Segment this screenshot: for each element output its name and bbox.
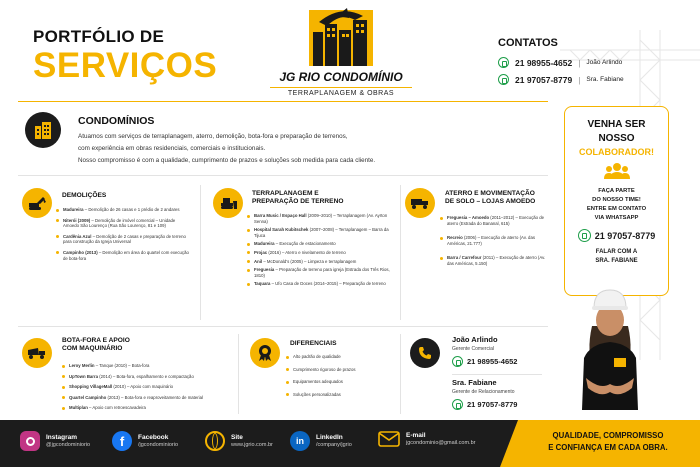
person-name: Sra. Fabiane xyxy=(452,378,497,387)
bullet-dot xyxy=(247,251,250,254)
section-diferenciais-title: DIFERENCIAIS xyxy=(290,340,337,347)
contact-separator: | xyxy=(578,57,581,68)
list-item xyxy=(247,267,392,278)
list-item xyxy=(440,215,552,226)
column-divider xyxy=(400,185,401,320)
list-item xyxy=(286,392,396,398)
column-divider xyxy=(200,185,201,320)
list-item xyxy=(56,234,191,245)
item-place: Quartel Campinho xyxy=(69,394,107,400)
list-item xyxy=(56,207,191,213)
item-text: Cumprimento rigoroso de prazos xyxy=(293,366,356,372)
title-line: BOTA-FORA E APOIO xyxy=(62,337,130,344)
section-demolicoes-title: DEMOLIÇÕES xyxy=(62,192,107,199)
contact-phone: 21 98955-4652 xyxy=(515,57,573,68)
list-item xyxy=(247,241,392,247)
item-desc: – Demolição de 26 casas e 1 prédio de 2 andares xyxy=(83,207,180,212)
item-place: Campinho (2013) xyxy=(63,249,98,255)
list-item xyxy=(286,379,396,385)
list-item xyxy=(56,218,191,229)
footer-label: Instagram xyxy=(46,434,78,441)
item-desc: (2011) – Execução de aterro (Av. das Américas, 5.150) xyxy=(447,255,546,266)
column-divider xyxy=(400,334,401,414)
condominios-line: Atuamos com serviços de terraplanagem, aterro, demolição, bota-fora e preparação de terrenos, xyxy=(78,133,348,140)
footer-label: E-mail xyxy=(406,432,426,439)
recruit-call: SRA. FABIANE xyxy=(595,258,638,264)
recruit-text: ENTRE EM CONTATO xyxy=(586,206,647,212)
footer-slogan xyxy=(522,431,694,452)
title-line: ATERRO E MOVIMENTAÇÃO xyxy=(445,190,535,197)
recruit-heading-line2: NOSSO xyxy=(598,133,635,144)
contact-name: João Arlindo xyxy=(586,59,623,66)
list-item xyxy=(62,374,237,380)
list-item xyxy=(247,213,392,224)
item-place: Shopping VillageMall xyxy=(69,384,113,390)
item-place: Niterói (2009) xyxy=(63,217,91,223)
whatsapp-icon xyxy=(498,57,509,68)
globe-icon xyxy=(205,431,225,451)
footer-value: www.jgrio.com.br xyxy=(231,442,273,448)
page-title xyxy=(33,27,217,85)
bullet-dot xyxy=(56,219,59,222)
item-desc: – Tanque (2010) – Bota-fora xyxy=(94,363,150,368)
item-desc: (2006) – Execução de aterro (Av. das Américas, 21.777) xyxy=(447,235,535,246)
item-place: Madureira xyxy=(254,241,275,247)
bullet-dot xyxy=(62,396,65,399)
list-item xyxy=(247,250,392,256)
item-desc: – Demolição de imóvel comercial – Unidade Amoedo São Lourenço (Rua São Lourenço, 81 e 109) xyxy=(63,217,176,229)
person-role: Gerente de Relacionamento xyxy=(452,389,515,395)
section-condominios-text xyxy=(78,131,375,167)
item-desc: – Demolição de 2 casas e preparação de terreno para construção da Igreja Universal xyxy=(63,233,186,245)
person-phone: 21 98955-4652 xyxy=(467,357,518,366)
contact-row[interactable] xyxy=(498,57,622,68)
item-text: Equipamentos adequados xyxy=(293,379,343,385)
column-divider xyxy=(238,334,239,414)
footer-item-instagram[interactable] xyxy=(20,431,90,451)
whatsapp-icon xyxy=(578,229,591,242)
recruit-text: DO NOSSO TIME! xyxy=(592,197,641,203)
botafora-list xyxy=(62,363,237,411)
item-place: UpTown Barra xyxy=(69,373,99,379)
item-desc: (2010) – Apoio com maquinário xyxy=(112,384,174,390)
section-aterro-title xyxy=(445,190,535,206)
list-item xyxy=(62,405,237,411)
footer-label: Facebook xyxy=(138,434,169,441)
mail-icon xyxy=(378,431,400,447)
item-desc: (2007–2008) – Terraplanagem – Barra da Tijuca xyxy=(254,227,389,238)
whatsapp-icon xyxy=(452,399,463,410)
item-desc: – McDonald's (2005) – Limpeza e terraplanagem xyxy=(262,258,357,264)
footer-label: Site xyxy=(231,434,243,441)
item-place: Taquara xyxy=(254,281,271,287)
list-item xyxy=(247,281,392,287)
section-divider xyxy=(18,326,548,327)
recruit-text: FAÇA PARTE xyxy=(598,188,635,194)
bullet-dot xyxy=(440,257,443,260)
list-item xyxy=(440,235,552,246)
person-phone: 21 97057-8779 xyxy=(467,400,518,409)
brand-tagline: TERRAPLANAGEM & OBRAS xyxy=(270,87,412,97)
item-desc: – Demolição em área do quartel com execução de bota-fora xyxy=(63,249,189,261)
recruit-card xyxy=(564,106,669,296)
item-text: Soluções personalizadas xyxy=(293,391,341,397)
item-place: Freguesia – Amoedo xyxy=(447,215,490,220)
condominios-line: com experiência em obras residenciais, comerciais e institucionais. xyxy=(78,145,266,152)
person-divider xyxy=(452,374,542,375)
bullet-dot xyxy=(62,386,65,389)
item-place: Recreio xyxy=(447,235,463,241)
brand-logo-building-eagle xyxy=(303,6,379,70)
list-item xyxy=(62,363,237,369)
item-place: Barra Music / Espaço Hall xyxy=(254,213,307,218)
footer-item-facebook[interactable] xyxy=(112,431,178,451)
bullet-dot xyxy=(247,243,250,246)
contact-name: Sra. Fabiane xyxy=(586,76,624,83)
bullet-dot xyxy=(247,260,250,263)
bullet-dot xyxy=(286,356,289,359)
brand-name: JG RIO CONDOMÍNIO xyxy=(279,70,403,84)
item-desc: – Execução de estacionamento xyxy=(274,241,336,247)
page-title-line2: SERVIÇOS xyxy=(33,46,218,85)
item-desc: (2011–2012) – Execução de aterro (Estrada do Bananal, 615) xyxy=(447,215,544,226)
item-desc: – Apoio com retroescavadeira xyxy=(87,405,146,411)
truck-icon xyxy=(22,338,52,368)
bullet-dot xyxy=(286,381,289,384)
linkedin-icon: in xyxy=(290,431,310,451)
item-place: Anil xyxy=(254,258,263,264)
bulldozer-icon xyxy=(213,188,243,218)
bullet-dot xyxy=(286,368,289,371)
list-item xyxy=(286,367,396,373)
recruit-text: VIA WHATSAPP xyxy=(594,215,639,221)
person-card xyxy=(452,335,517,367)
section-divider xyxy=(18,175,548,176)
contact-phone: 21 97057-8779 xyxy=(515,74,573,85)
recruit-call: FALAR COM A xyxy=(595,249,638,255)
bullet-dot xyxy=(440,217,443,220)
aterro-list xyxy=(440,215,552,267)
item-place: Hospital Sarah Kubitschek xyxy=(254,227,309,233)
item-place: Freguesia xyxy=(254,267,275,273)
item-desc: (2013) – Bota-fora e reaproveitamento de material xyxy=(106,394,203,400)
item-place: Madureira xyxy=(63,207,84,212)
person-role: Gerente Comercial xyxy=(452,346,494,352)
bullet-dot xyxy=(286,393,289,396)
footer-value: jgcondominio@gmail.com.br xyxy=(406,440,476,446)
person-phone-row[interactable] xyxy=(452,356,517,367)
list-item xyxy=(62,384,237,390)
bullet-dot xyxy=(62,407,65,410)
section-terraplanagem-title xyxy=(252,190,343,206)
recruit-heading-line1: VENHA SER xyxy=(587,119,646,130)
instagram-icon xyxy=(20,431,40,451)
item-desc: – Ufo Casa de Doces (2014–2015) – Preparação de terreno xyxy=(270,281,386,287)
item-text: Alto padrão de qualidade xyxy=(293,354,341,359)
person-phone-row[interactable] xyxy=(452,399,517,410)
item-place: Leroy Merlin xyxy=(69,363,95,368)
facebook-icon: f xyxy=(112,431,132,451)
person-card xyxy=(452,378,517,410)
person-name: João Arlindo xyxy=(452,335,498,344)
excavator-icon xyxy=(22,188,52,218)
bullet-dot xyxy=(247,229,250,232)
diferenciais-list xyxy=(286,354,396,397)
footer-item-site[interactable] xyxy=(205,431,273,451)
item-place: Barra / Carrefour xyxy=(447,255,482,261)
terraplanagem-list xyxy=(247,213,392,287)
title-line: PREPARAÇÃO DE TERRENO xyxy=(252,198,344,205)
team-icon xyxy=(604,162,630,180)
phone-icon xyxy=(410,338,440,368)
footer-label: LinkedIn xyxy=(316,434,343,441)
condominios-line: Nosso compromisso é com a qualidade, cumprimento de prazos e soluções sob medida para cada cliente. xyxy=(78,157,376,164)
item-place: Multiplan xyxy=(69,405,88,411)
bullet-dot xyxy=(247,269,250,272)
contact-row[interactable] xyxy=(498,74,624,85)
item-desc: (2016) – Aterro e nivelamento de terreno xyxy=(267,249,346,255)
list-item xyxy=(247,259,392,265)
list-item xyxy=(440,255,552,266)
medal-icon xyxy=(250,338,280,368)
item-desc: (2009–2010) – Terraplanagem (Av. Ayrton Senna) xyxy=(254,213,388,224)
bullet-dot xyxy=(247,283,250,286)
list-item xyxy=(62,395,237,401)
title-line: DE SOLO – LOJAS AMOEDO xyxy=(445,198,536,205)
whatsapp-icon xyxy=(498,74,509,85)
dump-truck-icon xyxy=(405,188,435,218)
section-condominios-title: CONDOMÍNIOS xyxy=(78,115,155,127)
recruit-phone: 21 97057-8779 xyxy=(594,230,656,241)
list-item xyxy=(247,227,392,238)
bullet-dot xyxy=(62,365,65,368)
title-line: TERRAPLANAGEM E xyxy=(252,190,319,197)
item-desc: (2014) – Bota-fora, espalhamento e compactação xyxy=(98,373,194,379)
list-item xyxy=(56,250,191,261)
footer-item-email[interactable] xyxy=(378,431,475,447)
item-place: Projac xyxy=(254,249,268,255)
bullet-dot xyxy=(56,235,59,238)
contact-separator: | xyxy=(578,74,581,85)
bullet-dot xyxy=(247,215,250,218)
whatsapp-icon xyxy=(452,356,463,367)
bullet-dot xyxy=(56,251,59,254)
header-divider xyxy=(18,101,548,102)
slogan-line: E CONFIANÇA EM CADA OBRA. xyxy=(548,443,668,452)
demolicoes-list xyxy=(56,207,191,261)
item-desc: – Preparação de terreno para igreja (Estrada dos Três Rios, 1810) xyxy=(254,267,390,278)
title-line: COM MAQUINÁRIO xyxy=(62,345,123,352)
slogan-line: QUALIDADE, COMPROMISSO xyxy=(552,431,664,440)
footer-value: @jgcondominiorio xyxy=(46,442,91,448)
footer-value: /jgcondominiorio xyxy=(138,442,179,448)
bullet-dot xyxy=(56,209,59,212)
list-item xyxy=(286,354,396,360)
page-title-line1: PORTFÓLIO DE xyxy=(33,27,165,46)
bullet-dot xyxy=(62,375,65,378)
worker-photo xyxy=(570,282,650,410)
recruit-phone-row[interactable] xyxy=(565,229,668,242)
bullet-dot xyxy=(440,237,443,240)
section-botafora-title xyxy=(62,337,130,353)
footer-item-linkedin[interactable] xyxy=(290,431,352,451)
building-icon xyxy=(25,112,61,148)
footer-value: /company/jgrio xyxy=(316,442,352,448)
recruit-heading-line3: COLABORADOR! xyxy=(579,147,654,157)
contacts-heading: CONTATOS xyxy=(498,37,558,49)
item-place: Cardênia Azul xyxy=(63,233,92,239)
